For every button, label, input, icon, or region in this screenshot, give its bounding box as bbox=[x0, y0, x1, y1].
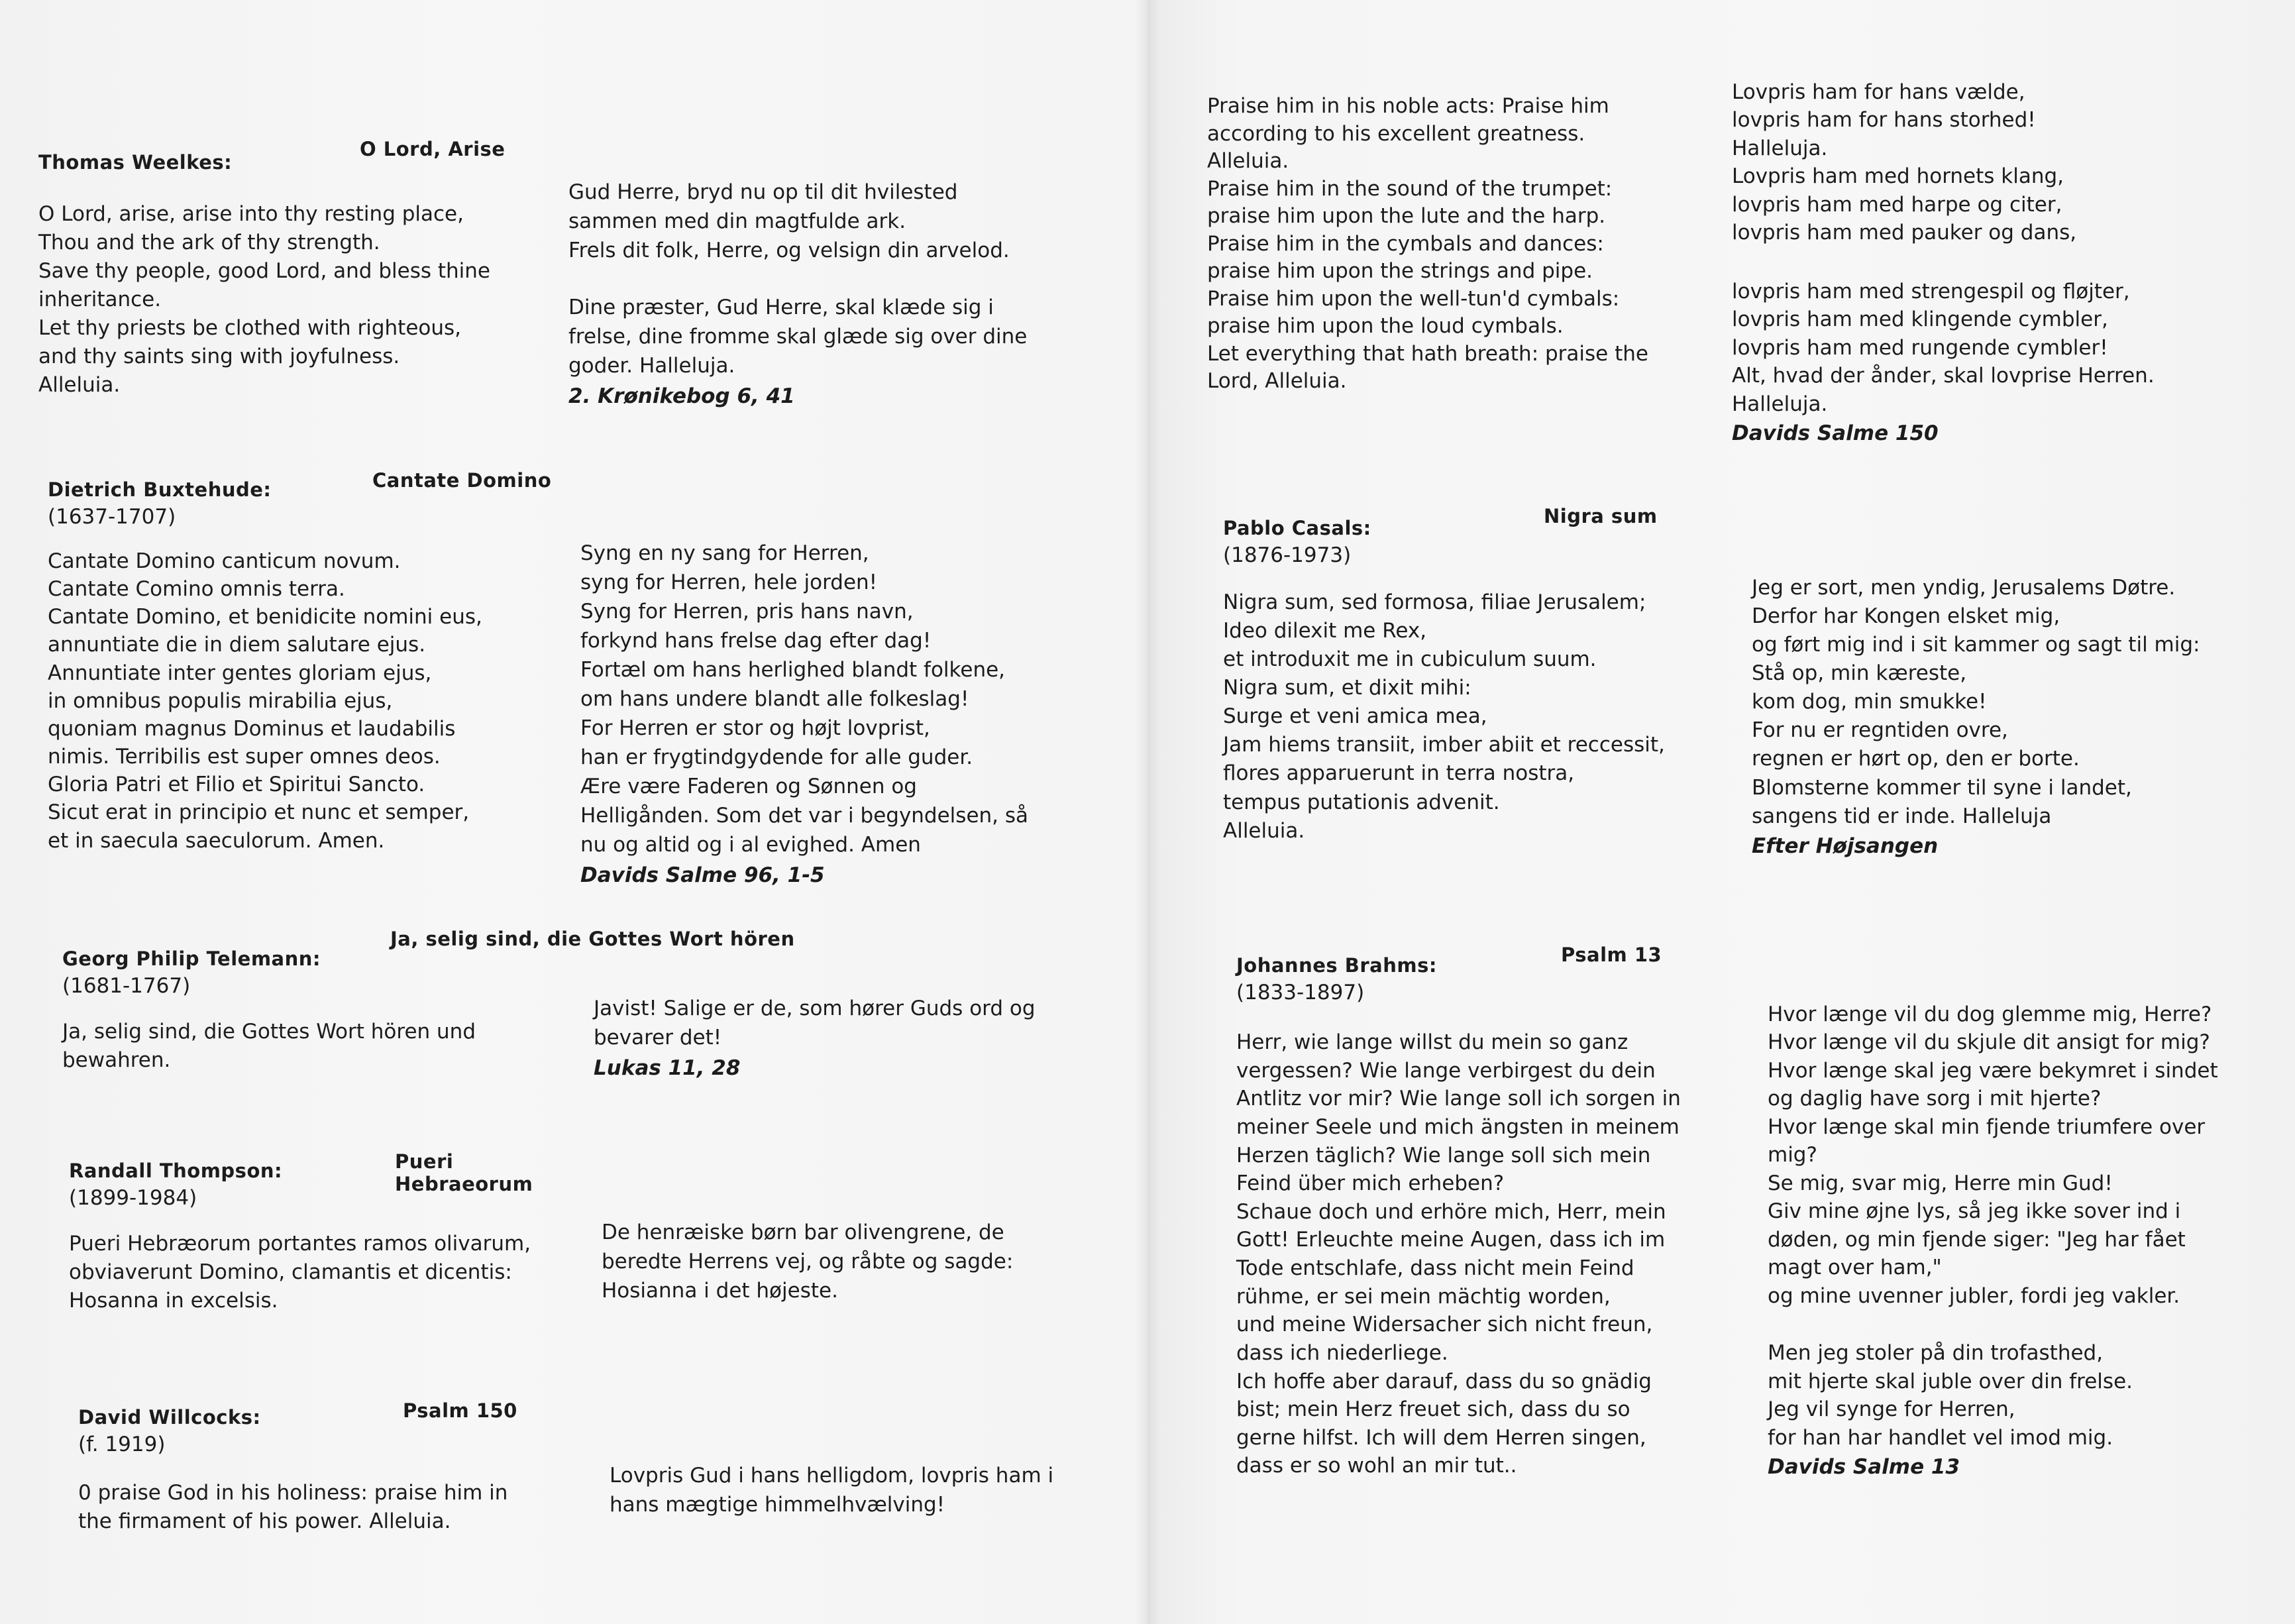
translation-line: forkynd hans frelse dag efter dag! bbox=[580, 629, 932, 653]
translation-line: Hosianna i det højeste. bbox=[602, 1279, 838, 1303]
lyric-line: dass er so wohl an mir tut.. bbox=[1236, 1454, 1517, 1478]
translation-line: Hvor længe skal jeg være bekymret i sindet bbox=[1768, 1058, 2218, 1083]
translation-line: Hvor længe vil du dog glemme mig, Herre? bbox=[1768, 1002, 2212, 1026]
lyric-line: Gloria Patri et Filio et Spiritui Sancto. bbox=[48, 773, 425, 797]
translation-line: regnen er hørt op, den er borte. bbox=[1752, 747, 2080, 771]
translation-line: Ære være Faderen og Sønnen og bbox=[580, 775, 917, 799]
lyric-line: et introduxit me in cubiculum suum. bbox=[1223, 647, 1597, 672]
lyric-line: tempus putationis advenit. bbox=[1223, 790, 1500, 814]
lyric-line: Ideo dilexit me Rex, bbox=[1223, 619, 1427, 643]
lyrics bbox=[38, 200, 542, 400]
translation-block-casals bbox=[1752, 574, 2268, 861]
composer-block-brahms bbox=[1236, 944, 1753, 1480]
lyrics bbox=[69, 1230, 586, 1315]
translation-line: lovpris ham med rungende cymbler! bbox=[1732, 335, 2108, 360]
translation-block-buxtehude bbox=[580, 539, 1117, 890]
lyric-line: Praise him in his noble acts: Praise him bbox=[1207, 94, 1609, 118]
lyric-line: Cantate Domino, et benidicite nomini eus, bbox=[48, 605, 482, 629]
lyric-line: Sicut erat in principio et nunc et semper, bbox=[48, 800, 470, 825]
composer-dates: (f. 1919) bbox=[78, 1433, 166, 1456]
translation-line: og ført mig ind i sit kammer og sagt til mig: bbox=[1752, 633, 2200, 657]
translation-line: Halleluja. bbox=[1732, 136, 1828, 160]
translation-line: Jeg er sort, men yndig, Jerusalems Døtre. bbox=[1752, 576, 2176, 600]
translation-line: De henræiske børn bar olivengrene, de bbox=[602, 1220, 1004, 1244]
lyric-line: Tode entschlafe, dass nicht mein Feind bbox=[1236, 1256, 1634, 1280]
lyric-line: Cantate Comino omnis terra. bbox=[48, 577, 345, 602]
translation-line: mig? bbox=[1768, 1143, 1817, 1167]
lyric-line: according to his excellent greatness. bbox=[1207, 121, 1585, 146]
composer-block-weelkes bbox=[38, 138, 542, 400]
translation-line: Giv mine øjne lys, så jeg ikke sover ind i bbox=[1768, 1199, 2181, 1224]
translation-line: Hvor længe skal min fjende triumfere over bbox=[1768, 1114, 2206, 1139]
lyric-line: et in saecula saeculorum. Amen. bbox=[48, 828, 385, 853]
composer-block-willcocks bbox=[78, 1399, 595, 1536]
translation-line: Jeg vil synge for Herren, bbox=[1768, 1397, 2015, 1422]
translation-block-brahms bbox=[1768, 1001, 2284, 1482]
translation-line: og mine uvenner jubler, fordi jeg vakler. bbox=[1768, 1283, 2180, 1308]
work-title: Ja, selig sind, die Gottes Wort hören bbox=[390, 928, 795, 950]
translation-block-willcocks bbox=[610, 1461, 1140, 1519]
translation-line: Frels dit folk, Herre, og velsign din arvelod. bbox=[568, 239, 1010, 263]
lyric-line: Let everything that hath breath: praise the bbox=[1207, 341, 1648, 366]
lyric-line: vergessen? Wie lange verbirgest du dein bbox=[1236, 1058, 1656, 1083]
lyric-line: Alleluia. bbox=[1207, 149, 1289, 174]
composer-dates: (1899-1984) bbox=[69, 1186, 197, 1210]
scripture-reference: Davids Salme 96, 1-5 bbox=[580, 863, 825, 888]
composer-block-casals bbox=[1223, 505, 1740, 845]
lyric-line: Schaue doch und erhöre mich, Herr, mein bbox=[1236, 1199, 1666, 1224]
work-title: O Lord, Arise bbox=[360, 138, 506, 160]
translation-line: Alt, hvad der ånder, skal lovprise Herren. bbox=[1732, 364, 2155, 388]
lyrics bbox=[48, 547, 564, 855]
lyric-line: gerne hilfst. Ich will dem Herren singen, bbox=[1236, 1425, 1646, 1450]
lyric-line: flores apparuerunt in terra nostra, bbox=[1223, 761, 1575, 786]
translation-block-telemann bbox=[594, 994, 1124, 1083]
translation-line: Halleluja. bbox=[1732, 392, 1828, 416]
translation-line: frelse, dine fromme skal glæde sig over dine bbox=[568, 325, 1028, 349]
lyric-line: Herzen täglich? Wie lange soll sich mein bbox=[1236, 1143, 1651, 1167]
translation-line: kom dog, min smukke! bbox=[1752, 690, 1987, 714]
lyric-line: O Lord, arise, arise into thy resting place, bbox=[38, 202, 464, 226]
work-title: Pueri Hebraeorum bbox=[395, 1150, 533, 1195]
translation-line: Stå op, min kæreste, bbox=[1752, 661, 1967, 686]
composer-name: Pablo Casals: bbox=[1223, 517, 1371, 539]
composer-name: Georg Philip Telemann: bbox=[62, 947, 321, 970]
scripture-reference: Davids Salme 13 bbox=[1768, 1455, 1960, 1480]
lyric-line: quoniam magnus Dominus et laudabilis bbox=[48, 716, 456, 741]
lyric-line: meiner Seele und mich ängsten in meinem bbox=[1236, 1114, 1680, 1139]
translation-line: Dine præster, Gud Herre, skal klæde sig i bbox=[568, 296, 994, 320]
lyric-line: Alleluia. bbox=[1223, 818, 1305, 843]
translation-line: Fortæl om hans herlighed blandt folkene, bbox=[580, 658, 1006, 682]
lyric-line: and thy saints sing with joyfulness. bbox=[38, 345, 400, 369]
translation-line bbox=[1768, 1310, 2284, 1339]
translation-line: døden, og min fjende siger: "Jeg har fået bbox=[1768, 1227, 2186, 1252]
lyric-line: bewahren. bbox=[62, 1048, 171, 1073]
translation-line: bevarer det! bbox=[594, 1026, 722, 1050]
lyric-line: Ja, selig sind, die Gottes Wort hören und bbox=[62, 1020, 476, 1044]
translation-line: Lovpris ham med hornets klang, bbox=[1732, 164, 2064, 189]
scripture-reference: Lukas 11, 28 bbox=[594, 1056, 741, 1081]
translation-line: Blomsterne kommer til syne i landet, bbox=[1752, 775, 2132, 800]
lyric-line: Nigra sum, sed formosa, filiae Jerusalem; bbox=[1223, 590, 1646, 614]
translation-line: Men jeg stoler på din trofasthed, bbox=[1768, 1341, 2104, 1366]
translation-line: Javist! Salige er de, som hører Guds ord og bbox=[594, 997, 1036, 1020]
translation-line: for han har handlet vel imod mig. bbox=[1768, 1425, 2113, 1450]
translation-line: sangens tid er inde. Halleluja bbox=[1752, 804, 2052, 828]
lyric-line: Pueri Hebræorum portantes ramos olivarum, bbox=[69, 1232, 531, 1256]
lyric-line: Annuntiate inter gentes gloriam ejus, bbox=[48, 661, 432, 685]
translation-line: Helligånden. Som det var i begyndelsen, så bbox=[580, 804, 1029, 828]
translation-line: syng for Herren, hele jorden! bbox=[580, 570, 878, 595]
composer-dates: (1681-1767) bbox=[62, 974, 191, 998]
lyric-line: Thou and the ark of thy strength. bbox=[38, 231, 380, 255]
lyric-line: bist; mein Herz freuet sich, dass du so bbox=[1236, 1397, 1630, 1422]
translation-line: For nu er regntiden ovre, bbox=[1752, 718, 2008, 743]
translation-line: lovpris ham med strengespil og fløjter, bbox=[1732, 279, 2130, 303]
translation-line: beredte Herrens vej, og råbte og sagde: bbox=[602, 1250, 1014, 1274]
translation-line: For Herren er stor og højt lovprist, bbox=[580, 716, 930, 741]
composer-name: Thomas Weelkes: bbox=[38, 151, 233, 174]
lyric-line: praise him upon the strings and pipe. bbox=[1207, 259, 1593, 284]
lyric-line: Save thy people, good Lord, and bless thine bbox=[38, 259, 490, 284]
lyric-line: 0 praise God in his holiness: praise him in bbox=[78, 1481, 508, 1505]
translation-line: Derfor har Kongen elsket mig, bbox=[1752, 604, 2060, 629]
lyric-line: Praise him in the sound of the trumpet: bbox=[1207, 176, 1613, 201]
work-title: Psalm 13 bbox=[1561, 944, 1662, 966]
work-title: Nigra sum bbox=[1544, 505, 1658, 527]
lyric-line: Ich hoffe aber darauf, dass du so gnädig bbox=[1236, 1369, 1652, 1393]
translation-line: Hvor længe vil du skjule dit ansigt for mig? bbox=[1768, 1030, 2210, 1055]
composer-dates: (1876-1973) bbox=[1223, 543, 1352, 567]
lyric-line: und meine Widersacher sich nicht freun, bbox=[1236, 1313, 1653, 1337]
lyrics-psalm150-continued bbox=[1207, 93, 1711, 396]
translation-line: Lovpris ham for hans vælde, bbox=[1732, 80, 2025, 104]
translation-line bbox=[1732, 247, 2262, 278]
translation-line: lovpris ham for hans storhed! bbox=[1732, 108, 2036, 133]
lyrics bbox=[1236, 1028, 1753, 1480]
work-title: Psalm 150 bbox=[403, 1399, 517, 1422]
composer-block-thompson bbox=[69, 1150, 586, 1315]
lyric-line: Antlitz vor mir? Wie lange soll ich sorgen in bbox=[1236, 1087, 1681, 1111]
translation-line: nu og altid og i al evighed. Amen bbox=[580, 833, 921, 857]
translation-line: Gud Herre, bryd nu op til dit hvilested bbox=[568, 180, 958, 204]
translation-line: mit hjerte skal juble over din frelse. bbox=[1768, 1369, 2133, 1393]
composer-name: Johannes Brahms: bbox=[1236, 954, 1437, 977]
lyric-line: the firmament of his power. Alleluia. bbox=[78, 1509, 451, 1534]
lyric-line: Lord, Alleluia. bbox=[1207, 369, 1347, 394]
lyric-line: obviaverunt Domino, clamantis et dicentis: bbox=[69, 1260, 512, 1285]
lyric-line: Cantate Domino canticum novum. bbox=[48, 549, 401, 573]
lyric-line: Herr, wie lange willst du mein so ganz bbox=[1236, 1030, 1628, 1054]
translation-line: lovpris ham med pauker og dans, bbox=[1732, 221, 2077, 245]
lyric-line: nimis. Terribilis est super omnes deos. bbox=[48, 745, 441, 769]
lyric-line: dass ich niederliege. bbox=[1236, 1340, 1448, 1365]
lyrics bbox=[1223, 588, 1740, 845]
lyric-line: Let thy priests be clothed with righteous, bbox=[38, 316, 462, 341]
lyric-line: Praise him upon the well-tun'd cymbals: bbox=[1207, 286, 1620, 311]
lyrics bbox=[62, 1018, 579, 1075]
translation-block-weelkes bbox=[568, 178, 1112, 411]
translation-line: Syng en ny sang for Herren, bbox=[580, 541, 869, 565]
lyric-line: in omnibus populis mirabilia ejus, bbox=[48, 688, 393, 713]
lyric-line: rühme, er sei mein mächtig worden, bbox=[1236, 1284, 1611, 1309]
translation-line: sammen med din magtfulde ark. bbox=[568, 209, 906, 234]
lyric-line: Surge et veni amica mea, bbox=[1223, 704, 1487, 729]
composer-name: Randall Thompson: bbox=[69, 1160, 283, 1182]
translation-block-thompson bbox=[602, 1218, 1132, 1305]
composer-dates: (1637-1707) bbox=[48, 505, 176, 529]
lyric-line: inheritance. bbox=[38, 288, 162, 312]
translation-line bbox=[568, 265, 1112, 293]
lyric-line: Jam hiems transiit, imber abiit et reccessit, bbox=[1223, 733, 1665, 757]
composer-name: Dietrich Buxtehude: bbox=[48, 478, 272, 501]
lyric-line: praise him upon the loud cymbals. bbox=[1207, 314, 1564, 339]
translation-line: Lovpris Gud i hans helligdom, lovpris ham i bbox=[610, 1464, 1054, 1488]
composer-block-buxtehude bbox=[48, 469, 564, 855]
page-fold bbox=[1134, 0, 1161, 1624]
translation-line: lovpris ham med harpe og citer, bbox=[1732, 192, 2062, 217]
scripture-reference: Efter Højsangen bbox=[1752, 834, 1939, 858]
lyric-line: Nigra sum, et dixit mihi: bbox=[1223, 676, 1471, 700]
translation-block-psalm150-continued bbox=[1732, 78, 2262, 448]
lyric-line: Feind über mich erheben? bbox=[1236, 1171, 1505, 1196]
translation-line: Syng for Herren, pris hans navn, bbox=[580, 600, 914, 624]
lyric-line: Gott! Erleuchte meine Augen, dass ich im bbox=[1236, 1228, 1666, 1252]
translation-line: magt over ham," bbox=[1768, 1256, 1942, 1280]
translation-line: goder. Halleluja. bbox=[568, 354, 735, 378]
scripture-reference: Davids Salme 150 bbox=[1732, 421, 1939, 446]
lyric-line: Alleluia. bbox=[38, 373, 121, 398]
composer-dates: (1833-1897) bbox=[1236, 981, 1365, 1004]
lyric-line: Praise him in the cymbals and dances: bbox=[1207, 231, 1604, 256]
translation-line: Se mig, svar mig, Herre min Gud! bbox=[1768, 1171, 2113, 1195]
lyric-line: annuntiate die in diem salutare ejus. bbox=[48, 633, 426, 657]
lyric-line: praise him upon the lute and the harp. bbox=[1207, 204, 1606, 229]
translation-line: han er frygtindgydende for alle guder. bbox=[580, 745, 973, 770]
work-title: Cantate Domino bbox=[372, 469, 552, 492]
translation-line: hans mægtige himmelhvælving! bbox=[610, 1493, 945, 1517]
translation-line: og daglig have sorg i mit hjerte? bbox=[1768, 1087, 2102, 1111]
lyric-line: Hosanna in excelsis. bbox=[69, 1289, 278, 1313]
translation-line: lovpris ham med klingende cymbler, bbox=[1732, 307, 2108, 332]
translation-line: om hans undere blandt alle folkeslag! bbox=[580, 687, 969, 712]
composer-name: David Willcocks: bbox=[78, 1406, 261, 1429]
scripture-reference: 2. Krønikebog 6, 41 bbox=[568, 384, 795, 409]
lyrics bbox=[78, 1479, 595, 1536]
